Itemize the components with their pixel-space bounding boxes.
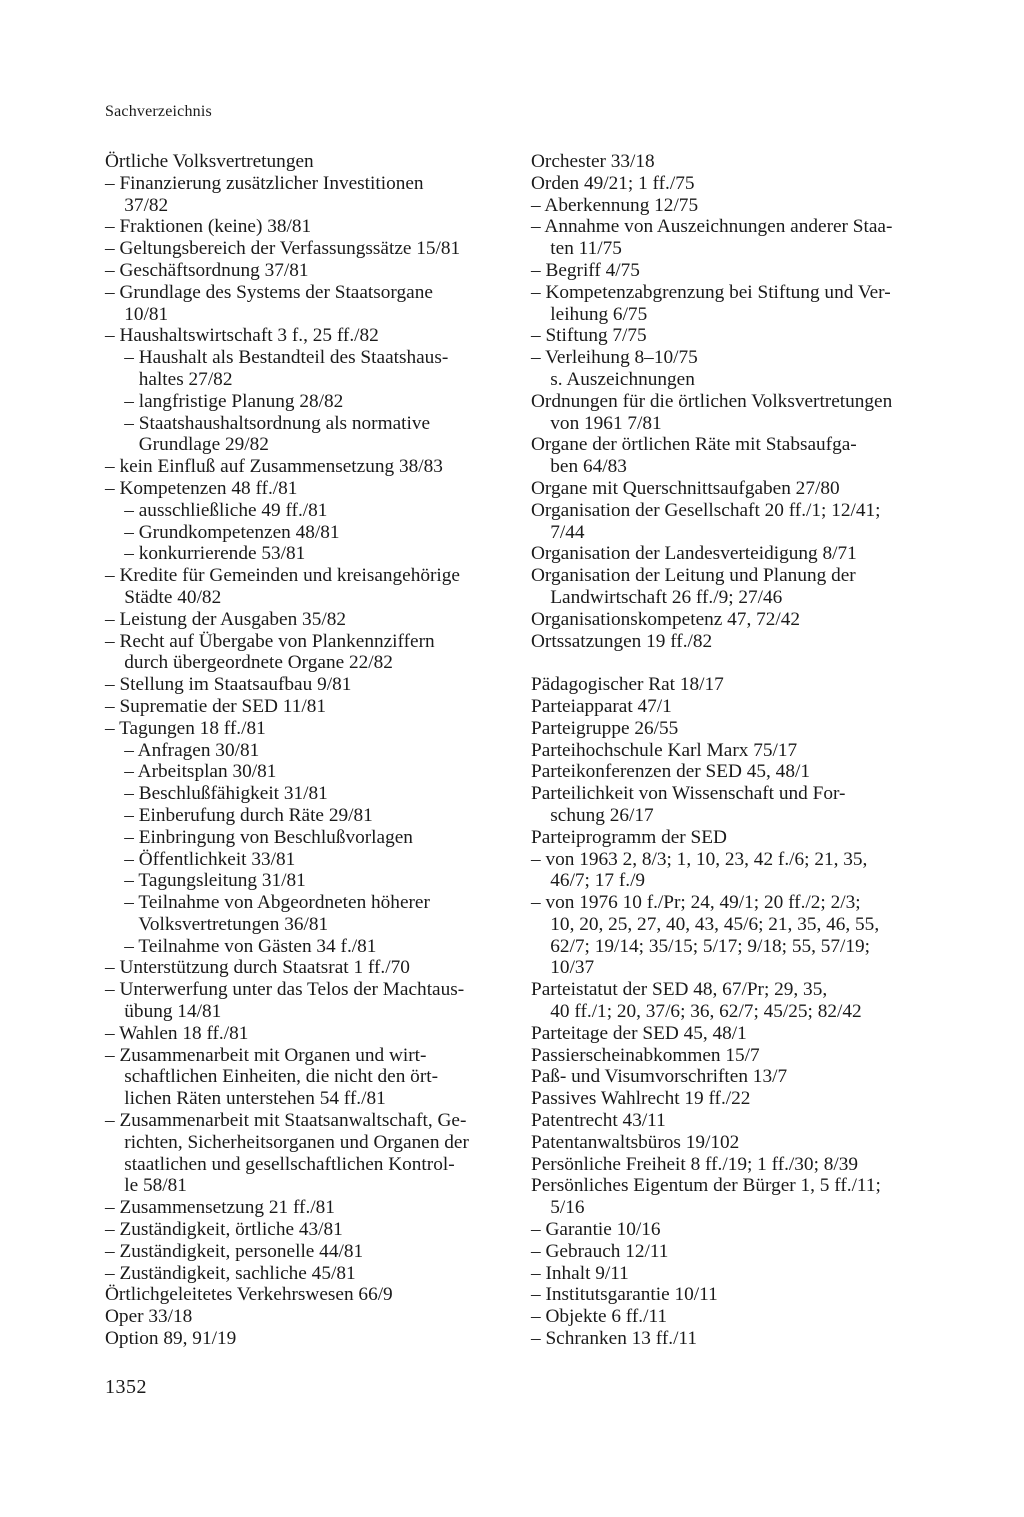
- index-entry: Organisation der Landesverteidigung 8/71: [531, 543, 857, 565]
- index-entry: 5/16: [531, 1197, 585, 1219]
- index-entry: – Wahlen 18 ff./81: [105, 1022, 249, 1044]
- index-entry: Persönliche Freiheit 8 ff./19; 1 ff./30; 8/39: [531, 1153, 859, 1175]
- index-entry: Organisationskompetenz 47, 72/42: [531, 608, 801, 630]
- index-entry: – Kompetenzen 48 ff./81: [105, 477, 298, 499]
- index-entry: – Geltungsbereich der Verfassungssätze 15/81: [105, 238, 461, 260]
- index-entry: Örtlichgeleitetes Verkehrswesen 66/9: [105, 1284, 393, 1306]
- index-entry: 40 ff./1; 20, 37/6; 36, 62/7; 45/25; 82/42: [531, 1001, 862, 1023]
- index-entry: 10/37: [531, 957, 595, 979]
- index-entry: – Verleihung 8–10/75: [531, 347, 698, 369]
- index-entry: – Geschäftsordnung 37/81: [105, 259, 309, 281]
- index-entry: [531, 652, 926, 674]
- index-entry: von 1961 7/81: [531, 412, 662, 434]
- index-entry: Parteiapparat 47/1: [531, 695, 672, 717]
- index-entry: – Anfragen 30/81: [105, 739, 260, 761]
- index-entry: – Staatshaushaltsordnung als normative: [105, 412, 431, 434]
- index-entry: – Zuständigkeit, örtliche 43/81: [105, 1219, 343, 1241]
- index-entry: haltes 27/82: [105, 368, 233, 390]
- index-entry: – Begriff 4/75: [531, 259, 640, 281]
- index-entry: – Grundlage des Systems der Staatsorgane: [105, 281, 433, 303]
- index-column-right: [531, 151, 926, 1350]
- index-entry: leihung 6/75: [531, 303, 648, 325]
- index-entry: – Schranken 13 ff./11: [531, 1328, 697, 1350]
- index-entry: – Annahme von Auszeichnungen anderer Staa-: [531, 216, 893, 238]
- index-entry: – Fraktionen (keine) 38/81: [105, 216, 312, 238]
- index-entry: – kein Einfluß auf Zusammensetzung 38/83: [105, 456, 443, 478]
- index-entry: – von 1976 10 f./Pr; 24, 49/1; 20 ff./2; 2/3;: [531, 892, 861, 914]
- index-entry: – Zusammensetzung 21 ff./81: [105, 1197, 335, 1219]
- index-entry: – Kompetenzabgrenzung bei Stiftung und Ver-: [531, 281, 891, 303]
- index-entry: – Objekte 6 ff./11: [531, 1306, 668, 1328]
- index-entry: Paß- und Visumvorschriften 13/7: [531, 1066, 788, 1088]
- running-header: Sachverzeichnis: [105, 103, 212, 120]
- index-entry: lichen Räten unterstehen 54 ff./81: [105, 1088, 386, 1110]
- index-entry: 37/82: [105, 194, 169, 216]
- index-entry: Landwirtschaft 26 ff./9; 27/46: [531, 586, 783, 608]
- index-entry: Parteikonferenzen der SED 45, 48/1: [531, 761, 810, 783]
- index-entry: Passives Wahlrecht 19 ff./22: [531, 1088, 751, 1110]
- index-entry: – Zuständigkeit, personelle 44/81: [105, 1240, 364, 1262]
- index-entry: staatlichen und gesellschaftlichen Kontrol-: [105, 1153, 455, 1175]
- index-entry: Organe der örtlichen Räte mit Stabsaufga-: [531, 434, 857, 456]
- index-entry: – Teilnahme von Abgeordneten höherer: [105, 892, 430, 914]
- index-entry: – Garantie 10/16: [531, 1219, 661, 1241]
- index-entry: – Gebrauch 12/11: [531, 1240, 669, 1262]
- index-entry: – Teilnahme von Gästen 34 f./81: [105, 935, 377, 957]
- index-entry: – Unterstützung durch Staatsrat 1 ff./70: [105, 957, 410, 979]
- index-entry: – Institutsgarantie 10/11: [531, 1284, 718, 1306]
- index-entry: ten 11/75: [531, 238, 622, 260]
- index-entry: Ordnungen für die örtlichen Volksvertretungen: [531, 390, 893, 412]
- index-entry: – Inhalt 9/11: [531, 1262, 629, 1284]
- index-entry: Parteihochschule Karl Marx 75/17: [531, 739, 798, 761]
- index-entry: – langfristige Planung 28/82: [105, 390, 344, 412]
- index-entry: – Öffentlichkeit 33/81: [105, 848, 296, 870]
- index-entry: richten, Sicherheitsorganen und Organen der: [105, 1131, 469, 1153]
- index-entry: Parteilichkeit von Wissenschaft und For-: [531, 783, 846, 805]
- index-entry: schung 26/17: [531, 804, 654, 826]
- index-entry: – Arbeitsplan 30/81: [105, 761, 277, 783]
- index-entry: – Grundkompetenzen 48/81: [105, 521, 340, 543]
- index-entry: durch übergeordnete Organe 22/82: [105, 652, 393, 674]
- index-entry: – Stiftung 7/75: [531, 325, 647, 347]
- index-entry: Parteigruppe 26/55: [531, 717, 679, 739]
- index-entry: Pädagogischer Rat 18/17: [531, 674, 724, 696]
- index-entry: Passierscheinabkommen 15/7: [531, 1044, 760, 1066]
- index-entry: – Zuständigkeit, sachliche 45/81: [105, 1262, 356, 1284]
- index-entry: ben 64/83: [531, 456, 627, 478]
- index-entry: Ortssatzungen 19 ff./82: [531, 630, 713, 652]
- index-entry: 7/44: [531, 521, 585, 543]
- index-entry: Orden 49/21; 1 ff./75: [531, 172, 695, 194]
- index-entry: s. Auszeichnungen: [531, 368, 695, 390]
- index-entry: – konkurrierende 53/81: [105, 543, 306, 565]
- index-entry: Grundlage 29/82: [105, 434, 269, 456]
- index-entry: – Einberufung durch Räte 29/81: [105, 804, 373, 826]
- index-entry: 62/7; 19/14; 35/15; 5/17; 9/18; 55, 57/19;: [531, 935, 871, 957]
- index-entry: Option 89, 91/19: [105, 1328, 237, 1350]
- index-entry: – Beschlußfähigkeit 31/81: [105, 783, 328, 805]
- index-entry: schaftlichen Einheiten, die nicht den ört-: [105, 1066, 439, 1088]
- index-entry: Organe mit Querschnittsaufgaben 27/80: [531, 477, 840, 499]
- index-entry: 46/7; 17 f./9: [531, 870, 646, 892]
- index-entry: Organisation der Gesellschaft 20 ff./1; 12/41;: [531, 499, 881, 521]
- index-entry: – Haushaltswirtschaft 3 f., 25 ff./82: [105, 325, 379, 347]
- index-entry: übung 14/81: [105, 1001, 222, 1023]
- index-entry: – Einbringung von Beschlußvorlagen: [105, 826, 413, 848]
- index-entry: 10, 20, 25, 27, 40, 43, 45/6; 21, 35, 46, 55,: [531, 913, 880, 935]
- index-entry: – Leistung der Ausgaben 35/82: [105, 608, 346, 630]
- index-entry: Patentrecht 43/11: [531, 1110, 666, 1132]
- index-entry: – Aberkennung 12/75: [531, 194, 699, 216]
- index-entry: Volksvertretungen 36/81: [105, 913, 329, 935]
- index-entry: Parteiprogramm der SED: [531, 826, 727, 848]
- index-entry: Patentanwaltsbüros 19/102: [531, 1131, 740, 1153]
- index-entry: – Kredite für Gemeinden und kreisangehörige: [105, 565, 460, 587]
- index-entry: – Recht auf Übergabe von Plankennziffern: [105, 630, 435, 652]
- index-entry: – von 1963 2, 8/3; 1, 10, 23, 42 f./6; 21, 35,: [531, 848, 868, 870]
- index-entry: Parteitage der SED 45, 48/1: [531, 1022, 747, 1044]
- index-entry: – Finanzierung zusätzlicher Investitionen: [105, 172, 424, 194]
- index-entry: Oper 33/18: [105, 1306, 193, 1328]
- page-number: 1352: [105, 1376, 147, 1398]
- index-entry: – Haushalt als Bestandteil des Staatshaus-: [105, 347, 449, 369]
- index-entry: – Unterwerfung unter das Telos der Machtaus-: [105, 979, 465, 1001]
- index-entry: Städte 40/82: [105, 586, 222, 608]
- index-entry: Persönliches Eigentum der Bürger 1, 5 ff./11;: [531, 1175, 881, 1197]
- index-column-left: [105, 151, 500, 1350]
- index-entry: Örtliche Volksvertretungen: [105, 151, 314, 172]
- index-entry: – Tagungsleitung 31/81: [105, 870, 306, 892]
- index-entry: 10/81: [105, 303, 169, 325]
- index-entry: – ausschließliche 49 ff./81: [105, 499, 328, 521]
- index-entry: Orchester 33/18: [531, 151, 655, 172]
- index-entry: le 58/81: [105, 1175, 187, 1197]
- index-entry: Parteistatut der SED 48, 67/Pr; 29, 35,: [531, 979, 828, 1001]
- index-entry: – Zusammenarbeit mit Organen und wirt-: [105, 1044, 427, 1066]
- index-entry: – Stellung im Staatsaufbau 9/81: [105, 674, 352, 696]
- index-entry: – Suprematie der SED 11/81: [105, 695, 326, 717]
- index-entry: – Tagungen 18 ff./81: [105, 717, 266, 739]
- index-entry: Organisation der Leitung und Planung der: [531, 565, 856, 587]
- index-entry: – Zusammenarbeit mit Staatsanwaltschaft, Ge-: [105, 1110, 467, 1132]
